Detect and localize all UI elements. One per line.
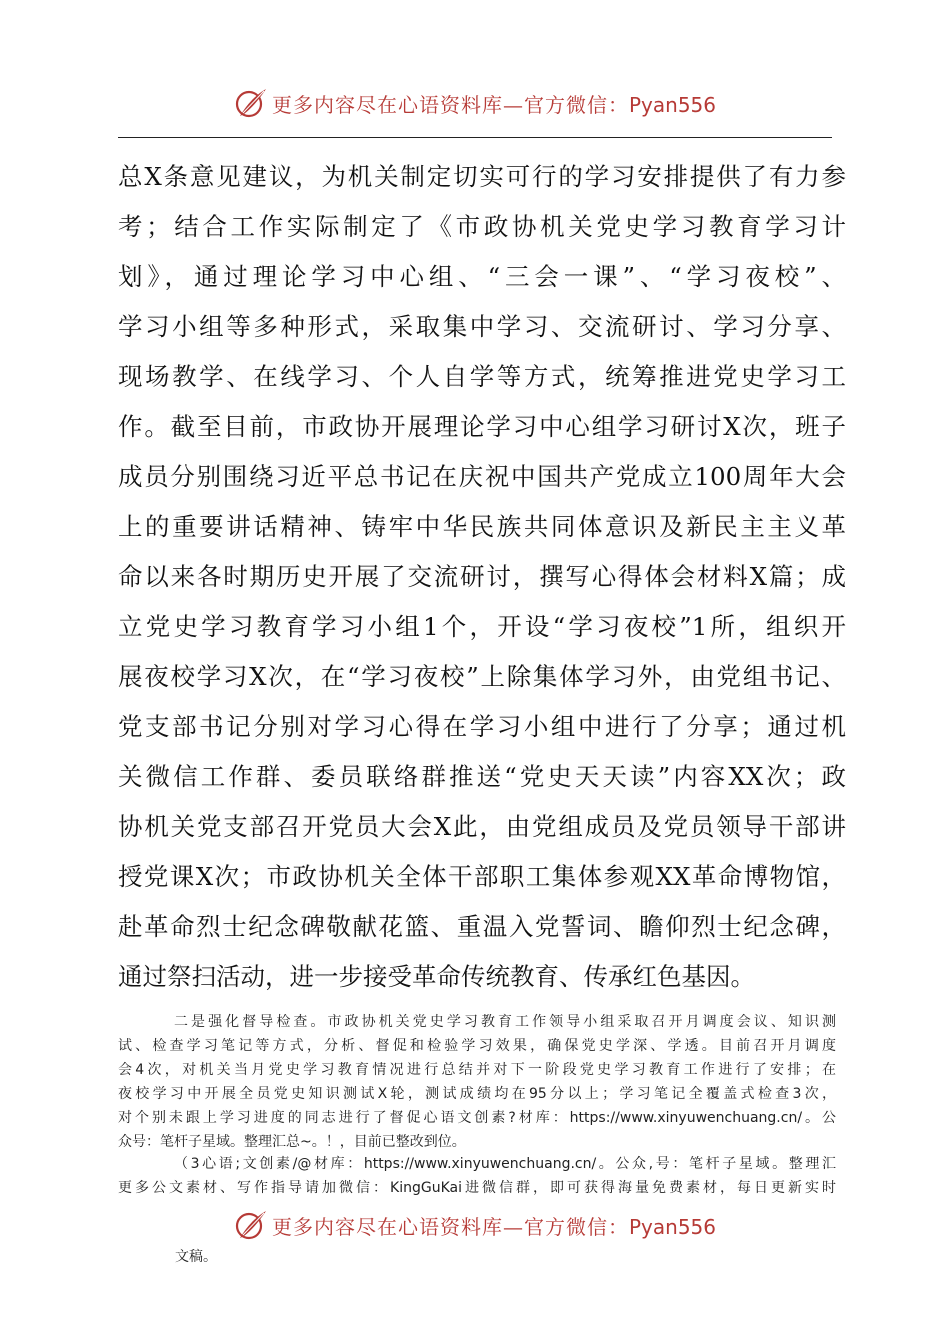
small-line: （3心语;文创素/@材库：https://www.xinyuwenchuang.cn/。公众,号：笔杆子星域。整理汇 — [174, 1156, 836, 1172]
header-watermark-banner — [0, 86, 950, 120]
body-line: 学习小组等多种形式，采取集中学习、交流研讨、学习分享、 — [118, 312, 846, 341]
body-line: 现场教学、在线学习、个人自学等方式，统筹推进党史学习工 — [118, 362, 846, 391]
banner-id: Pyan556 — [628, 92, 716, 117]
small-line: 夜校学习中开展全员党史知识测试X轮，测试成绩均在95分以上；学习笔记全覆盖式检查3次， — [118, 1086, 836, 1102]
supervision-paragraph — [118, 1010, 836, 1154]
main-paragraph — [118, 152, 846, 1002]
body-line: 划》，通过理论学习中心组、“三会一课”、“学习夜校”、 — [118, 262, 846, 291]
body-line: 作。截至目前，市政协开展理论学习中心组学习研讨X次，班子 — [118, 412, 846, 441]
small-line: 众号：笔杆子星域。整理汇总~。！，目前已整改到位。 — [118, 1134, 466, 1150]
quill-logo-icon — [234, 1208, 268, 1242]
tail-text: 文稿。 — [175, 1249, 217, 1265]
footer-watermark-banner — [0, 1208, 950, 1242]
header-divider — [118, 137, 832, 138]
body-line: 通过祭扫活动，进一步接受革命传统教育、传承红色基因。 — [118, 962, 755, 991]
body-line: 展夜校学习X次，在“学习夜校”上除集体学习外，由党组书记、 — [118, 662, 846, 691]
banner-cn: 更多内容尽在心语资料库—官方微信： — [271, 1214, 629, 1239]
body-line: 协机关党支部召开党员大会X此，由党组成员及党员领导干部讲 — [118, 812, 846, 841]
quill-logo-icon — [234, 86, 268, 120]
small-line: 对个别未跟上学习进度的同志进行了督促心语文创素?材库：https://www.xinyuwenchuang.cn/。公 — [118, 1110, 836, 1126]
promo-paragraph — [118, 1152, 836, 1200]
banner-text — [272, 89, 716, 118]
body-line: 授党课X次；市政协机关全体干部职工集体参观XX革命博物馆， — [118, 862, 846, 891]
small-line: 二是强化督导检查。市政协机关党史学习教育工作领导小组采取召开月调度会议、知识测 — [174, 1014, 836, 1030]
body-line: 命以来各时期历史开展了交流研讨，撰写心得体会材料X篇；成 — [118, 562, 846, 591]
body-line: 关微信工作群、委员联络群推送“党史天天读”内容XX次；政 — [118, 762, 846, 791]
banner-id: Pyan556 — [628, 1214, 716, 1239]
body-line: 赴革命烈士纪念碑敬献花篮、重温入党誓词、瞻仰烈士纪念碑， — [118, 912, 846, 941]
body-line: 立党史学习教育学习小组1个，开设“学习夜校”1所，组织开 — [118, 612, 846, 641]
body-line: 上的重要讲话精神、铸牢中华民族共同体意识及新民主主义革 — [118, 512, 846, 541]
body-line: 总X条意见建议，为机关制定切实可行的学习安排提供了有力参 — [118, 162, 846, 191]
body-line: 考；结合工作实际制定了《市政协机关党史学习教育学习计 — [118, 212, 846, 241]
body-line: 成员分别围绕习近平总书记在庆祝中国共产党成立100周年大会 — [118, 462, 846, 491]
small-line: 更多公文素材、写作指导请加微信：KingGuKai进微信群，即可获得海量免费素材，每日更新实时 — [118, 1180, 836, 1196]
banner-text — [272, 1211, 716, 1240]
small-line: 会4次，对机关当月党史学习教育情况进行总结并对下一阶段党史学习教育工作进行了安排；在 — [118, 1062, 836, 1078]
body-line: 党支部书记分别对学习心得在学习小组中进行了分享；通过机 — [118, 712, 846, 741]
banner-cn: 更多内容尽在心语资料库—官方微信： — [271, 92, 629, 117]
small-line: 试、检查学习笔记等方式，分析、督促和检验学习效果，确保党史学深、学透。目前召开月调度 — [118, 1038, 836, 1054]
